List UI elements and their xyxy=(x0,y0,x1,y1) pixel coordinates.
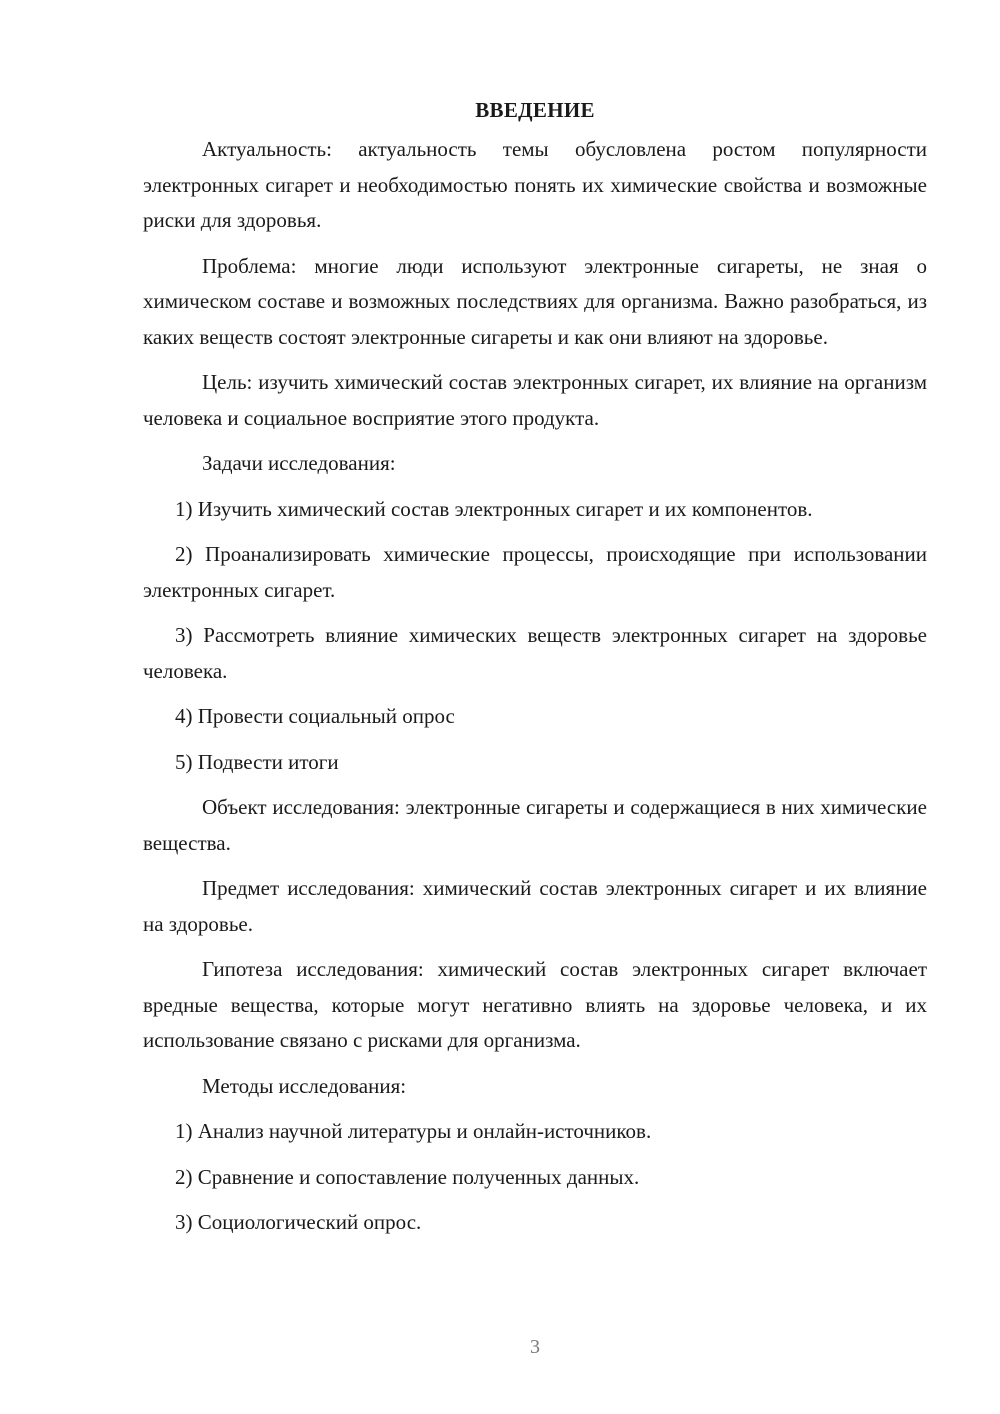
paragraph-goal: Цель: изучить химический состав электронных сигарет, их влияние на организм человека и социальное восприятие этого продукта. xyxy=(143,370,927,430)
method-item-2: 2) Сравнение и сопоставление полученных данных. xyxy=(175,1164,640,1189)
method-item-3: 3) Социологический опрос. xyxy=(175,1210,422,1234)
task-item-5: 5) Подвести итоги xyxy=(175,749,339,774)
task-item-3: 3) Рассмотреть влияние химических веществ электронных сигарет на здоровье человека. xyxy=(143,623,927,683)
page-number: 3 xyxy=(530,1336,540,1358)
task-item-2: 2) Проанализировать химические процессы, происходящие при использовании электронных сигарет. xyxy=(143,542,927,602)
paragraph-relevance: Актуальность: актуальность темы обусловлена ростом популярности электронных сигарет и необходимостью понять их химические свойства и возможные риски для здоровья. xyxy=(143,137,927,232)
page-heading: ВВЕДЕНИЕ xyxy=(475,98,595,122)
paragraph-object: Объект исследования: электронные сигареты и содержащиеся в них химические вещества. xyxy=(143,795,927,855)
method-item-1: 1) Анализ научной литературы и онлайн-источников. xyxy=(175,1119,652,1143)
paragraph-hypothesis: Гипотеза исследования: химический состав электронных сигарет включает вредные вещества, которые могут негативно влиять на здоровье человека, и их использование связано с рисками для организма. xyxy=(143,957,927,1052)
paragraph-tasks-title: Задачи исследования: xyxy=(202,451,396,475)
paragraph-subject: Предмет исследования: химический состав электронных сигарет и их влияние на здоровье. xyxy=(143,876,927,936)
paragraph-methods-title: Методы исследования: xyxy=(202,1073,407,1098)
document-page xyxy=(143,92,927,1251)
task-item-4: 4) Провести социальный опрос xyxy=(175,704,455,728)
paragraph-problem: Проблема: многие люди используют электронные сигареты, не зная о химическом составе и возможных последствиях для организма. Важно разобраться, из каких веществ состоят электронные сигареты и как они влияют на здоровье. xyxy=(143,253,927,349)
task-item-1: 1) Изучить химический состав электронных сигарет и их компонентов. xyxy=(175,496,813,521)
